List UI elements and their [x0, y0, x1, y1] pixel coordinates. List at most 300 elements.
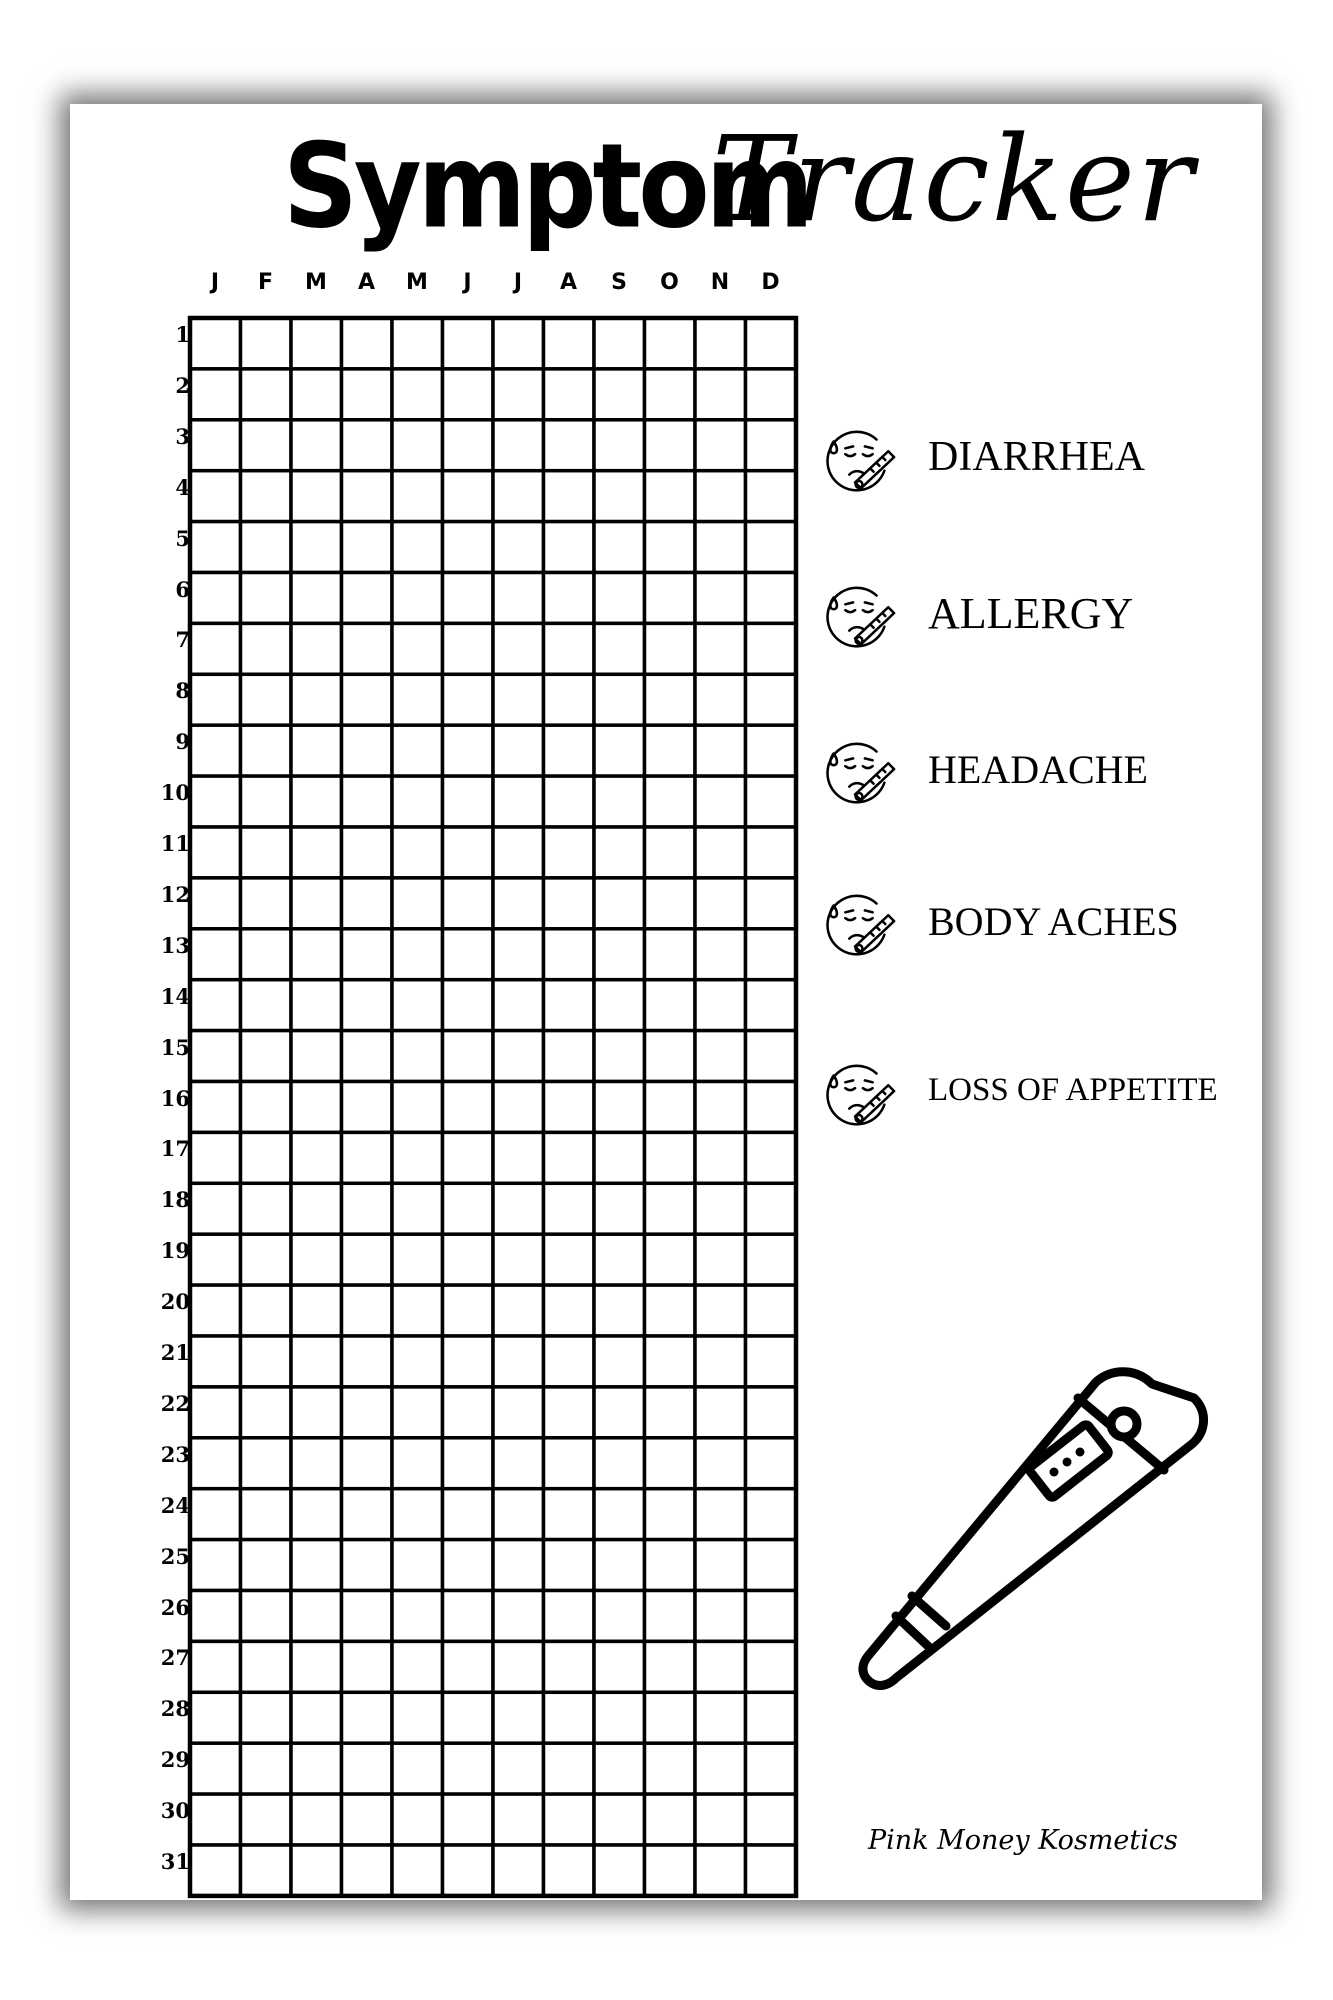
- tracker-cell[interactable]: [594, 1540, 645, 1591]
- tracker-cell[interactable]: [190, 471, 241, 522]
- tracker-cell[interactable]: [291, 318, 342, 369]
- tracker-cell[interactable]: [190, 725, 241, 776]
- tracker-cell[interactable]: [746, 776, 797, 827]
- tracker-cell[interactable]: [291, 623, 342, 674]
- tracker-cell[interactable]: [443, 1591, 494, 1642]
- tracker-cell[interactable]: [291, 827, 342, 878]
- tracker-cell[interactable]: [291, 674, 342, 725]
- tracker-cell[interactable]: [190, 1132, 241, 1183]
- tracker-cell[interactable]: [746, 725, 797, 776]
- tracker-cell[interactable]: [544, 1489, 595, 1540]
- tracker-cell[interactable]: [190, 1845, 241, 1896]
- tracker-cell[interactable]: [291, 1183, 342, 1234]
- tracker-cell[interactable]: [291, 1540, 342, 1591]
- tracker-cell[interactable]: [544, 522, 595, 573]
- tracker-cell[interactable]: [645, 471, 696, 522]
- tracker-cell[interactable]: [443, 1234, 494, 1285]
- tracker-cell[interactable]: [443, 827, 494, 878]
- tracker-cell[interactable]: [493, 929, 544, 980]
- tracker-cell[interactable]: [544, 1794, 595, 1845]
- tracker-cell[interactable]: [190, 1489, 241, 1540]
- tracker-cell[interactable]: [342, 1540, 393, 1591]
- tracker-cell[interactable]: [443, 1132, 494, 1183]
- tracker-cell[interactable]: [746, 369, 797, 420]
- tracker-cell[interactable]: [190, 776, 241, 827]
- tracker-cell[interactable]: [645, 318, 696, 369]
- tracker-cell[interactable]: [241, 1743, 292, 1794]
- tracker-cell[interactable]: [594, 1387, 645, 1438]
- tracker-cell[interactable]: [443, 318, 494, 369]
- tracker-cell[interactable]: [493, 318, 544, 369]
- tracker-cell[interactable]: [392, 1132, 443, 1183]
- tracker-cell[interactable]: [443, 1845, 494, 1896]
- tracker-cell[interactable]: [695, 1743, 746, 1794]
- tracker-cell[interactable]: [392, 1082, 443, 1133]
- tracker-cell[interactable]: [746, 827, 797, 878]
- tracker-cell[interactable]: [342, 471, 393, 522]
- tracker-cell[interactable]: [342, 1031, 393, 1082]
- tracker-cell[interactable]: [241, 725, 292, 776]
- tracker-cell[interactable]: [342, 623, 393, 674]
- tracker-cell[interactable]: [241, 1692, 292, 1743]
- tracker-cell[interactable]: [493, 1641, 544, 1692]
- tracker-cell[interactable]: [190, 1743, 241, 1794]
- tracker-cell[interactable]: [342, 1438, 393, 1489]
- tracker-cell[interactable]: [342, 980, 393, 1031]
- tracker-cell[interactable]: [695, 318, 746, 369]
- tracker-cell[interactable]: [746, 1591, 797, 1642]
- tracker-cell[interactable]: [594, 1082, 645, 1133]
- tracker-cell[interactable]: [392, 1336, 443, 1387]
- tracker-cell[interactable]: [392, 1489, 443, 1540]
- tracker-cell[interactable]: [493, 1031, 544, 1082]
- tracker-cell[interactable]: [746, 522, 797, 573]
- tracker-cell[interactable]: [544, 1641, 595, 1692]
- tracker-cell[interactable]: [544, 1845, 595, 1896]
- tracker-cell[interactable]: [443, 878, 494, 929]
- tracker-cell[interactable]: [241, 1438, 292, 1489]
- tracker-cell[interactable]: [594, 573, 645, 624]
- tracker-cell[interactable]: [291, 1285, 342, 1336]
- tracker-cell[interactable]: [746, 1794, 797, 1845]
- tracker-cell[interactable]: [493, 1845, 544, 1896]
- tracker-cell[interactable]: [392, 1438, 443, 1489]
- tracker-cell[interactable]: [645, 827, 696, 878]
- tracker-cell[interactable]: [241, 623, 292, 674]
- tracker-cell[interactable]: [241, 674, 292, 725]
- tracker-cell[interactable]: [190, 623, 241, 674]
- tracker-cell[interactable]: [190, 1692, 241, 1743]
- tracker-cell[interactable]: [392, 318, 443, 369]
- tracker-cell[interactable]: [443, 1183, 494, 1234]
- tracker-cell[interactable]: [342, 1794, 393, 1845]
- tracker-cell[interactable]: [241, 1285, 292, 1336]
- tracker-cell[interactable]: [695, 1082, 746, 1133]
- tracker-cell[interactable]: [291, 1743, 342, 1794]
- tracker-cell[interactable]: [443, 1641, 494, 1692]
- tracker-cell[interactable]: [190, 369, 241, 420]
- tracker-cell[interactable]: [594, 1692, 645, 1743]
- tracker-cell[interactable]: [392, 1845, 443, 1896]
- tracker-cell[interactable]: [443, 1336, 494, 1387]
- tracker-cell[interactable]: [241, 318, 292, 369]
- tracker-cell[interactable]: [645, 1336, 696, 1387]
- tracker-cell[interactable]: [493, 1387, 544, 1438]
- tracker-cell[interactable]: [392, 1794, 443, 1845]
- tracker-cell[interactable]: [544, 1438, 595, 1489]
- tracker-cell[interactable]: [190, 1336, 241, 1387]
- tracker-cell[interactable]: [291, 776, 342, 827]
- tracker-cell[interactable]: [544, 1031, 595, 1082]
- tracker-cell[interactable]: [190, 1438, 241, 1489]
- tracker-cell[interactable]: [443, 674, 494, 725]
- tracker-cell[interactable]: [392, 878, 443, 929]
- tracker-cell[interactable]: [645, 420, 696, 471]
- tracker-cell[interactable]: [392, 1285, 443, 1336]
- tracker-cell[interactable]: [342, 1591, 393, 1642]
- tracker-cell[interactable]: [443, 1540, 494, 1591]
- tracker-cell[interactable]: [544, 1082, 595, 1133]
- tracker-cell[interactable]: [291, 1234, 342, 1285]
- tracker-cell[interactable]: [443, 369, 494, 420]
- tracker-cell[interactable]: [291, 1031, 342, 1082]
- tracker-cell[interactable]: [342, 1489, 393, 1540]
- tracker-cell[interactable]: [392, 369, 443, 420]
- tracker-cell[interactable]: [443, 1743, 494, 1794]
- tracker-cell[interactable]: [746, 1336, 797, 1387]
- tracker-cell[interactable]: [746, 318, 797, 369]
- tracker-cell[interactable]: [493, 878, 544, 929]
- tracker-cell[interactable]: [190, 420, 241, 471]
- tracker-cell[interactable]: [645, 1489, 696, 1540]
- tracker-cell[interactable]: [493, 776, 544, 827]
- tracker-cell[interactable]: [392, 522, 443, 573]
- tracker-cell[interactable]: [493, 1183, 544, 1234]
- tracker-cell[interactable]: [544, 1285, 595, 1336]
- tracker-cell[interactable]: [342, 725, 393, 776]
- tracker-cell[interactable]: [392, 1031, 443, 1082]
- tracker-cell[interactable]: [392, 1183, 443, 1234]
- tracker-cell[interactable]: [695, 1183, 746, 1234]
- tracker-cell[interactable]: [645, 878, 696, 929]
- tracker-cell[interactable]: [392, 1540, 443, 1591]
- tracker-cell[interactable]: [645, 1540, 696, 1591]
- tracker-cell[interactable]: [342, 318, 393, 369]
- tracker-cell[interactable]: [190, 573, 241, 624]
- tracker-cell[interactable]: [645, 1234, 696, 1285]
- tracker-cell[interactable]: [645, 1438, 696, 1489]
- tracker-cell[interactable]: [695, 827, 746, 878]
- tracker-cell[interactable]: [443, 522, 494, 573]
- tracker-cell[interactable]: [443, 1489, 494, 1540]
- tracker-cell[interactable]: [594, 1234, 645, 1285]
- tracker-cell[interactable]: [241, 878, 292, 929]
- tracker-cell[interactable]: [291, 1692, 342, 1743]
- tracker-cell[interactable]: [645, 1132, 696, 1183]
- tracker-cell[interactable]: [695, 573, 746, 624]
- tracker-cell[interactable]: [746, 674, 797, 725]
- tracker-cell[interactable]: [443, 1031, 494, 1082]
- tracker-cell[interactable]: [594, 369, 645, 420]
- tracker-cell[interactable]: [746, 1387, 797, 1438]
- tracker-cell[interactable]: [746, 1692, 797, 1743]
- tracker-cell[interactable]: [544, 1591, 595, 1642]
- tracker-cell[interactable]: [241, 1031, 292, 1082]
- tracker-cell[interactable]: [645, 1743, 696, 1794]
- tracker-cell[interactable]: [190, 1031, 241, 1082]
- tracker-cell[interactable]: [493, 420, 544, 471]
- tracker-cell[interactable]: [342, 929, 393, 980]
- tracker-cell[interactable]: [291, 1591, 342, 1642]
- tracker-cell[interactable]: [746, 471, 797, 522]
- tracker-cell[interactable]: [443, 573, 494, 624]
- tracker-cell[interactable]: [746, 1489, 797, 1540]
- tracker-cell[interactable]: [695, 1641, 746, 1692]
- tracker-cell[interactable]: [443, 623, 494, 674]
- tracker-cell[interactable]: [645, 1794, 696, 1845]
- tracker-cell[interactable]: [291, 522, 342, 573]
- tracker-cell[interactable]: [544, 369, 595, 420]
- tracker-cell[interactable]: [746, 1234, 797, 1285]
- tracker-cell[interactable]: [594, 1641, 645, 1692]
- tracker-cell[interactable]: [746, 1132, 797, 1183]
- tracker-cell[interactable]: [695, 1234, 746, 1285]
- tracker-cell[interactable]: [291, 420, 342, 471]
- tracker-cell[interactable]: [645, 776, 696, 827]
- tracker-cell[interactable]: [392, 1641, 443, 1692]
- tracker-cell[interactable]: [695, 369, 746, 420]
- tracker-cell[interactable]: [544, 420, 595, 471]
- tracker-cell[interactable]: [544, 1132, 595, 1183]
- tracker-cell[interactable]: [645, 1183, 696, 1234]
- tracker-cell[interactable]: [746, 878, 797, 929]
- tracker-cell[interactable]: [443, 420, 494, 471]
- tracker-cell[interactable]: [493, 1234, 544, 1285]
- tracker-cell[interactable]: [493, 725, 544, 776]
- tracker-cell[interactable]: [392, 573, 443, 624]
- tracker-cell[interactable]: [291, 1641, 342, 1692]
- tracker-cell[interactable]: [544, 471, 595, 522]
- tracker-cell[interactable]: [241, 369, 292, 420]
- tracker-cell[interactable]: [190, 1082, 241, 1133]
- tracker-cell[interactable]: [544, 1234, 595, 1285]
- tracker-cell[interactable]: [493, 1489, 544, 1540]
- tracker-cell[interactable]: [746, 1031, 797, 1082]
- tracker-cell[interactable]: [493, 573, 544, 624]
- tracker-cell[interactable]: [695, 1845, 746, 1896]
- tracker-cell[interactable]: [190, 318, 241, 369]
- tracker-cell[interactable]: [746, 1183, 797, 1234]
- tracker-cell[interactable]: [241, 1591, 292, 1642]
- tracker-cell[interactable]: [544, 318, 595, 369]
- tracker-cell[interactable]: [241, 1845, 292, 1896]
- tracker-cell[interactable]: [392, 827, 443, 878]
- tracker-cell[interactable]: [544, 674, 595, 725]
- tracker-cell[interactable]: [594, 1794, 645, 1845]
- tracker-cell[interactable]: [241, 1387, 292, 1438]
- tracker-cell[interactable]: [493, 1591, 544, 1642]
- tracker-cell[interactable]: [241, 929, 292, 980]
- tracker-cell[interactable]: [443, 1387, 494, 1438]
- tracker-cell[interactable]: [645, 1082, 696, 1133]
- tracker-cell[interactable]: [645, 1641, 696, 1692]
- tracker-cell[interactable]: [645, 1845, 696, 1896]
- tracker-cell[interactable]: [544, 725, 595, 776]
- tracker-cell[interactable]: [594, 1132, 645, 1183]
- tracker-cell[interactable]: [392, 725, 443, 776]
- tracker-cell[interactable]: [695, 1387, 746, 1438]
- tracker-cell[interactable]: [342, 1743, 393, 1794]
- tracker-cell[interactable]: [544, 1540, 595, 1591]
- tracker-cell[interactable]: [241, 420, 292, 471]
- tracker-cell[interactable]: [493, 369, 544, 420]
- tracker-cell[interactable]: [241, 1540, 292, 1591]
- tracker-cell[interactable]: [695, 1438, 746, 1489]
- tracker-cell[interactable]: [695, 725, 746, 776]
- tracker-cell[interactable]: [291, 1336, 342, 1387]
- tracker-cell[interactable]: [342, 1845, 393, 1896]
- tracker-cell[interactable]: [594, 878, 645, 929]
- tracker-cell[interactable]: [190, 1387, 241, 1438]
- tracker-cell[interactable]: [291, 1794, 342, 1845]
- tracker-cell[interactable]: [392, 471, 443, 522]
- tracker-cell[interactable]: [695, 674, 746, 725]
- tracker-cell[interactable]: [241, 573, 292, 624]
- tracker-cell[interactable]: [645, 980, 696, 1031]
- tracker-cell[interactable]: [493, 1438, 544, 1489]
- tracker-cell[interactable]: [291, 1082, 342, 1133]
- tracker-cell[interactable]: [695, 1336, 746, 1387]
- tracker-cell[interactable]: [291, 725, 342, 776]
- tracker-cell[interactable]: [695, 1794, 746, 1845]
- tracker-cell[interactable]: [594, 420, 645, 471]
- tracker-cell[interactable]: [241, 1082, 292, 1133]
- tracker-cell[interactable]: [645, 369, 696, 420]
- tracker-cell[interactable]: [746, 980, 797, 1031]
- tracker-cell[interactable]: [392, 1387, 443, 1438]
- tracker-cell[interactable]: [645, 1591, 696, 1642]
- tracker-cell[interactable]: [392, 929, 443, 980]
- tracker-cell[interactable]: [241, 1794, 292, 1845]
- tracker-cell[interactable]: [594, 522, 645, 573]
- tracker-cell[interactable]: [190, 878, 241, 929]
- tracker-cell[interactable]: [695, 1285, 746, 1336]
- tracker-cell[interactable]: [594, 1591, 645, 1642]
- tracker-cell[interactable]: [493, 1285, 544, 1336]
- tracker-cell[interactable]: [291, 878, 342, 929]
- tracker-cell[interactable]: [190, 929, 241, 980]
- tracker-cell[interactable]: [746, 1641, 797, 1692]
- tracker-cell[interactable]: [392, 420, 443, 471]
- tracker-cell[interactable]: [695, 980, 746, 1031]
- tracker-cell[interactable]: [594, 1336, 645, 1387]
- tracker-cell[interactable]: [746, 929, 797, 980]
- tracker-cell[interactable]: [493, 522, 544, 573]
- tracker-cell[interactable]: [342, 1336, 393, 1387]
- tracker-cell[interactable]: [695, 471, 746, 522]
- tracker-cell[interactable]: [493, 1692, 544, 1743]
- tracker-cell[interactable]: [493, 1540, 544, 1591]
- tracker-cell[interactable]: [493, 827, 544, 878]
- tracker-cell[interactable]: [392, 1234, 443, 1285]
- tracker-cell[interactable]: [493, 471, 544, 522]
- tracker-cell[interactable]: [493, 1743, 544, 1794]
- tracker-cell[interactable]: [443, 471, 494, 522]
- tracker-cell[interactable]: [746, 1743, 797, 1794]
- tracker-cell[interactable]: [291, 471, 342, 522]
- tracker-cell[interactable]: [190, 522, 241, 573]
- tracker-cell[interactable]: [544, 1183, 595, 1234]
- tracker-cell[interactable]: [392, 776, 443, 827]
- tracker-cell[interactable]: [392, 980, 443, 1031]
- tracker-cell[interactable]: [544, 623, 595, 674]
- tracker-cell[interactable]: [544, 980, 595, 1031]
- tracker-cell[interactable]: [241, 1234, 292, 1285]
- tracker-cell[interactable]: [342, 1387, 393, 1438]
- tracker-cell[interactable]: [342, 1082, 393, 1133]
- tracker-cell[interactable]: [645, 1387, 696, 1438]
- tracker-cell[interactable]: [241, 980, 292, 1031]
- tracker-cell[interactable]: [342, 1234, 393, 1285]
- tracker-cell[interactable]: [695, 420, 746, 471]
- tracker-cell[interactable]: [493, 623, 544, 674]
- tracker-cell[interactable]: [291, 369, 342, 420]
- tracker-cell[interactable]: [594, 1031, 645, 1082]
- tracker-cell[interactable]: [291, 1845, 342, 1896]
- tracker-cell[interactable]: [241, 776, 292, 827]
- tracker-cell[interactable]: [291, 980, 342, 1031]
- tracker-cell[interactable]: [291, 1387, 342, 1438]
- tracker-cell[interactable]: [342, 1692, 393, 1743]
- tracker-cell[interactable]: [342, 878, 393, 929]
- tracker-cell[interactable]: [544, 929, 595, 980]
- tracker-cell[interactable]: [594, 1845, 645, 1896]
- tracker-cell[interactable]: [342, 827, 393, 878]
- tracker-cell[interactable]: [342, 776, 393, 827]
- tracker-cell[interactable]: [594, 980, 645, 1031]
- tracker-cell[interactable]: [443, 725, 494, 776]
- tracker-cell[interactable]: [695, 1489, 746, 1540]
- tracker-cell[interactable]: [594, 1489, 645, 1540]
- tracker-cell[interactable]: [645, 1031, 696, 1082]
- tracker-cell[interactable]: [594, 1285, 645, 1336]
- tracker-cell[interactable]: [443, 1285, 494, 1336]
- tracker-cell[interactable]: [291, 573, 342, 624]
- tracker-cell[interactable]: [695, 878, 746, 929]
- tracker-cell[interactable]: [695, 1031, 746, 1082]
- tracker-cell[interactable]: [443, 980, 494, 1031]
- tracker-cell[interactable]: [746, 573, 797, 624]
- tracker-cell[interactable]: [594, 929, 645, 980]
- tracker-cell[interactable]: [645, 725, 696, 776]
- tracker-cell[interactable]: [241, 1183, 292, 1234]
- tracker-cell[interactable]: [190, 827, 241, 878]
- tracker-cell[interactable]: [695, 623, 746, 674]
- tracker-cell[interactable]: [594, 1183, 645, 1234]
- tracker-cell[interactable]: [645, 1285, 696, 1336]
- tracker-cell[interactable]: [190, 1540, 241, 1591]
- tracker-cell[interactable]: [241, 1132, 292, 1183]
- tracker-cell[interactable]: [645, 573, 696, 624]
- tracker-cell[interactable]: [493, 1082, 544, 1133]
- tracker-cell[interactable]: [746, 1845, 797, 1896]
- tracker-cell[interactable]: [645, 522, 696, 573]
- tracker-cell[interactable]: [544, 1743, 595, 1794]
- tracker-cell[interactable]: [695, 1132, 746, 1183]
- tracker-cell[interactable]: [342, 1285, 393, 1336]
- tracker-cell[interactable]: [544, 573, 595, 624]
- tracker-cell[interactable]: [594, 1438, 645, 1489]
